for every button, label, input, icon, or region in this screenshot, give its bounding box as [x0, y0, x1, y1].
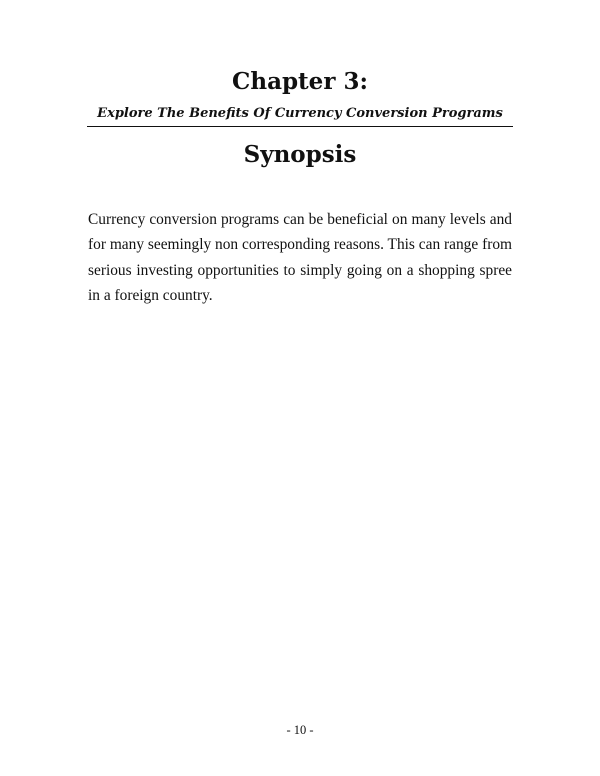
page-number: - 10 -: [286, 723, 314, 737]
section-title: Synopsis: [243, 141, 357, 168]
body-paragraph: Currency conversion programs can be beneficial on many levels and for many seemingly non corresponding reasons. This can range from serious investing opportunities to simply going on a shopping spree in a foreign country.: [88, 211, 512, 304]
title-divider: [87, 126, 513, 127]
chapter-subtitle: Explore The Benefits Of Currency Conversion Programs: [97, 106, 503, 121]
chapter-title: Chapter 3:: [232, 68, 368, 95]
